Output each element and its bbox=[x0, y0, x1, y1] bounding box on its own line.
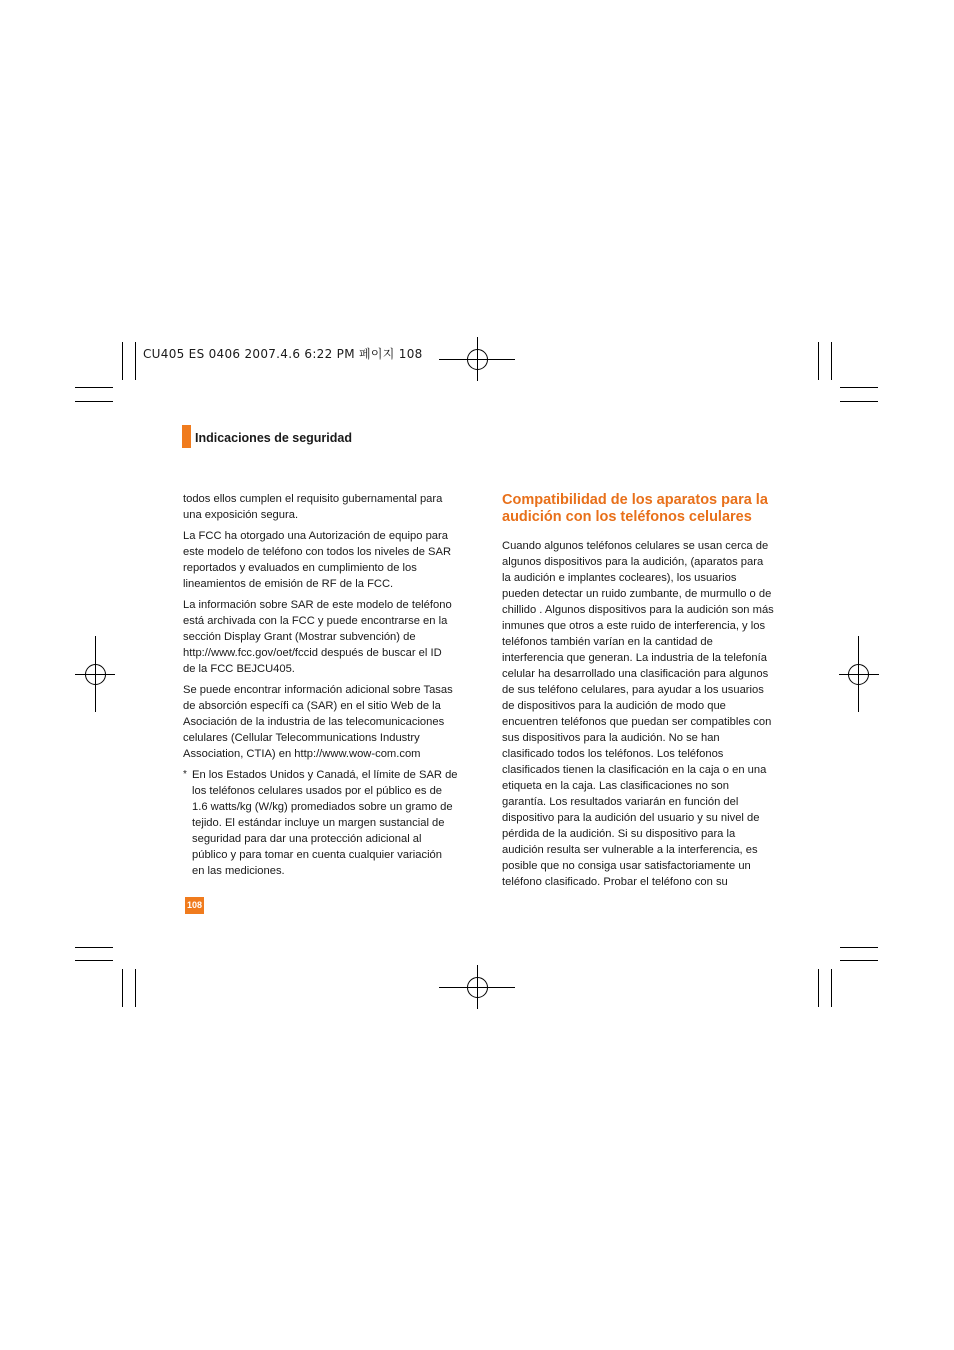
left-column bbox=[183, 491, 473, 879]
paragraph: Cuando algunos teléfonos celulares se usan cerca de algunos dispositivos para la audición, (aparatos para la audición e implantes cocleares), los usuarios pueden detectar un ruido zumbante, de murmullo o de chillido . Algunos dispositivos para la audición son más inmunes que otros a este ruido de interferencia, y los teléfonos también varían en la cantidad de interferencia que generan. La industria de la telefonía celular ha desarrollado una clasificación para algunos de sus teléfono celulares, para ayudar a los usuarios de dispositivos para la audición de modo que encuentren teléfonos que puedan ser compatibles con sus dispositivos para la audición. No se han clasificado todos los teléfonos. Los teléfonos clasificados tienen la clasificación en la caja o en una etiqueta en la caja. Las clasificaciones no son garantía. Los resultados variarán en función del dispositivo para la audición del usuario y su nivel de pérdida de la audición. Si su dispositivo para la audición resulta ser vulnerable a la interferencia, es posible que no consiga usar satisfactoriamente un teléfono clasificado. Probar el teléfono con su bbox=[502, 540, 774, 888]
crop-mark bbox=[840, 947, 878, 948]
footnote: * En los Estados Unidos y Canadá, el límite de SAR de los teléfonos celulares usados por el público es de 1.6 watts/kg (W/kg) promediados sobre un gramo de tejido. El estándar incluye un margen sustancial de seguridad para dar una protección adicional al público y para tomar en cuenta cualquier variación en las mediciones. bbox=[183, 769, 458, 877]
crop-mark bbox=[840, 960, 878, 961]
crop-mark bbox=[75, 401, 113, 402]
crop-mark bbox=[818, 969, 819, 1007]
crop-mark bbox=[122, 969, 123, 1007]
asterisk-icon: * bbox=[183, 769, 187, 780]
crop-mark bbox=[818, 342, 819, 380]
crop-mark bbox=[122, 342, 123, 380]
crop-mark bbox=[840, 401, 878, 402]
section-marker bbox=[182, 425, 191, 448]
crop-mark bbox=[135, 342, 136, 380]
paragraph: todos ellos cumplen el requisito gubernamental para una exposición segura. bbox=[183, 493, 443, 521]
page-number: 108 bbox=[185, 897, 204, 914]
crop-mark bbox=[840, 387, 878, 388]
crop-mark bbox=[75, 960, 113, 961]
crop-mark bbox=[75, 387, 113, 388]
paragraph: Se puede encontrar información adicional sobre Tasas de absorción específi ca (SAR) en el sitio Web de la Asociación de la industria de las telecomunicaciones celulares (Cellular Telecommunications Industry Association, CTIA) en http://www.wow-com.com bbox=[183, 684, 453, 760]
print-slug: CU405 ES 0406 2007.4.6 6:22 PM 페이지 108 bbox=[143, 347, 423, 361]
crop-mark bbox=[135, 969, 136, 1007]
crop-mark bbox=[75, 947, 113, 948]
paragraph: La FCC ha otorgado una Autorización de equipo para este modelo de teléfono con todos los niveles de SAR reportados y evaluados en cumplimiento de los lineamientos de emisión de RF de la FCC. bbox=[183, 530, 452, 590]
right-column bbox=[502, 492, 792, 895]
section-heading: Compatibilidad de los aparatos para la audición con los teléfonos celulares bbox=[502, 492, 768, 525]
section-title: Indicaciones de seguridad bbox=[195, 431, 352, 445]
paragraph: La información sobre SAR de este modelo de teléfono está archivada con la FCC y puede encontrarse en la sección Display Grant (Mostrar subvención) de http://www.fcc.gov/oet/fccid después de buscar el ID de la FCC BEJCU405. bbox=[183, 599, 452, 675]
crop-mark bbox=[831, 342, 832, 380]
crop-mark bbox=[831, 969, 832, 1007]
